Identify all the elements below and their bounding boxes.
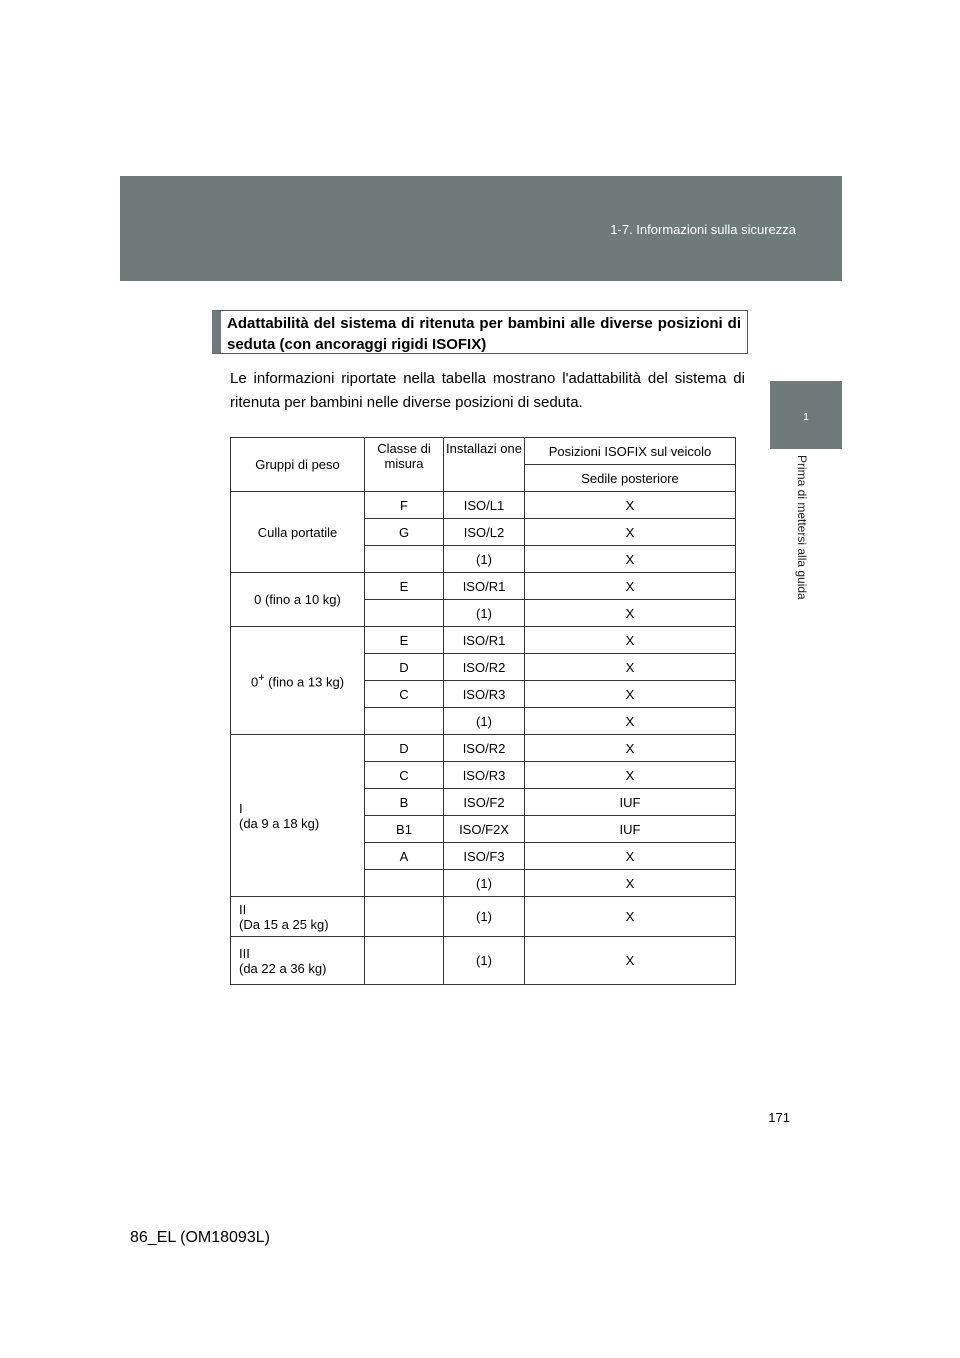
table-row bbox=[231, 735, 736, 762]
installation-cell: ISO/L1 bbox=[444, 492, 525, 519]
installation-cell: (1) bbox=[444, 897, 525, 937]
intro-paragraph: Le informazioni riportate nella tabella mostrano l'adattabilità del sistema di ritenuta per bambini nelle diverse posizioni di seduta. bbox=[230, 370, 745, 411]
group-0-plus-rest: (fino a 13 kg) bbox=[264, 674, 345, 690]
rear-seat-cell: X bbox=[525, 762, 736, 789]
chapter-title: Prima di mettersi alla guida bbox=[795, 455, 809, 600]
group-2 bbox=[231, 897, 365, 937]
table-header-row bbox=[231, 438, 736, 465]
chapter-number: 1 bbox=[803, 412, 809, 423]
rear-seat-cell: X bbox=[525, 492, 736, 519]
rear-seat-cell: X bbox=[525, 573, 736, 600]
table-row bbox=[231, 627, 736, 654]
rear-seat-cell: X bbox=[525, 897, 736, 937]
rear-seat-cell: X bbox=[525, 654, 736, 681]
group-0: 0 (fino a 10 kg) bbox=[231, 573, 365, 627]
rear-seat-cell: X bbox=[525, 681, 736, 708]
rear-seat-cell: X bbox=[525, 870, 736, 897]
installation-cell: ISO/F3 bbox=[444, 843, 525, 870]
header-weight-group: Gruppi di peso bbox=[231, 438, 365, 492]
size-class-cell: F bbox=[365, 492, 444, 519]
size-class-cell: E bbox=[365, 627, 444, 654]
rear-seat-cell: X bbox=[525, 708, 736, 735]
installation-cell: ISO/R3 bbox=[444, 762, 525, 789]
rear-seat-cell: X bbox=[525, 627, 736, 654]
size-class-cell: B bbox=[365, 789, 444, 816]
size-class-cell: C bbox=[365, 681, 444, 708]
rear-seat-cell: X bbox=[525, 600, 736, 627]
installation-cell: (1) bbox=[444, 546, 525, 573]
installation-cell: ISO/R1 bbox=[444, 627, 525, 654]
group-0-plus bbox=[231, 627, 365, 735]
header-rear-seat: Sedile posteriore bbox=[525, 465, 736, 492]
size-class-cell: A bbox=[365, 843, 444, 870]
group-0-plus-base: 0 bbox=[250, 674, 259, 690]
installation-cell: ISO/R2 bbox=[444, 735, 525, 762]
section-title: Adattabilità del sistema di ritenuta per bambini alle diverse posizioni di seduta (con ancoraggi rigidi ISOFIX) bbox=[227, 315, 741, 353]
installation-cell: (1) bbox=[444, 600, 525, 627]
installation-cell: ISO/L2 bbox=[444, 519, 525, 546]
rear-seat-cell: X bbox=[525, 937, 736, 985]
size-class-cell: C bbox=[365, 762, 444, 789]
group-1-line2: (da 9 a 18 kg) bbox=[239, 815, 320, 831]
rear-seat-cell: X bbox=[525, 735, 736, 762]
table-row bbox=[231, 897, 736, 937]
chapter-tab bbox=[770, 381, 842, 449]
group-0-plus-sup: + bbox=[258, 671, 265, 684]
rear-seat-cell: X bbox=[525, 519, 736, 546]
section-title-box bbox=[212, 310, 748, 354]
group-2-line1: II bbox=[239, 901, 247, 917]
installation-cell: (1) bbox=[444, 870, 525, 897]
size-class-cell bbox=[365, 870, 444, 897]
table-row bbox=[231, 573, 736, 600]
header-isofix-positions: Posizioni ISOFIX sul veicolo bbox=[525, 438, 736, 465]
size-class-cell bbox=[365, 937, 444, 985]
table-row bbox=[231, 492, 736, 519]
header-installation: Installazi one bbox=[444, 438, 525, 492]
group-3 bbox=[231, 937, 365, 985]
installation-cell: ISO/R3 bbox=[444, 681, 525, 708]
rear-seat-cell: X bbox=[525, 546, 736, 573]
installation-cell: ISO/R2 bbox=[444, 654, 525, 681]
group-3-line1: III bbox=[239, 945, 250, 961]
group-3-line2: (da 22 a 36 kg) bbox=[239, 960, 327, 976]
rear-seat-cell: X bbox=[525, 843, 736, 870]
header-size-class: Classe di misura bbox=[365, 438, 444, 492]
size-class-cell: B1 bbox=[365, 816, 444, 843]
size-class-cell bbox=[365, 897, 444, 937]
size-class-cell bbox=[365, 600, 444, 627]
size-class-cell bbox=[365, 546, 444, 573]
isofix-table bbox=[230, 437, 736, 985]
size-class-cell: E bbox=[365, 573, 444, 600]
group-2-line2: (Da 15 a 25 kg) bbox=[239, 916, 329, 932]
installation-cell: ISO/F2 bbox=[444, 789, 525, 816]
header-band bbox=[120, 176, 842, 281]
rear-seat-cell: IUF bbox=[525, 789, 736, 816]
size-class-cell: G bbox=[365, 519, 444, 546]
group-carrycot: Culla portatile bbox=[231, 492, 365, 573]
section-header: 1-7. Informazioni sulla sicurezza bbox=[610, 222, 796, 237]
size-class-cell: D bbox=[365, 654, 444, 681]
rear-seat-cell: IUF bbox=[525, 816, 736, 843]
group-1-line1: I bbox=[239, 800, 243, 816]
page-number: 171 bbox=[768, 1110, 790, 1125]
size-class-cell: D bbox=[365, 735, 444, 762]
size-class-cell bbox=[365, 708, 444, 735]
installation-cell: ISO/F2X bbox=[444, 816, 525, 843]
footer-code: 86_EL (OM18093L) bbox=[130, 1229, 270, 1246]
group-1 bbox=[231, 735, 365, 897]
table-row bbox=[231, 937, 736, 985]
installation-cell: ISO/R1 bbox=[444, 573, 525, 600]
installation-cell: (1) bbox=[444, 937, 525, 985]
installation-cell: (1) bbox=[444, 708, 525, 735]
